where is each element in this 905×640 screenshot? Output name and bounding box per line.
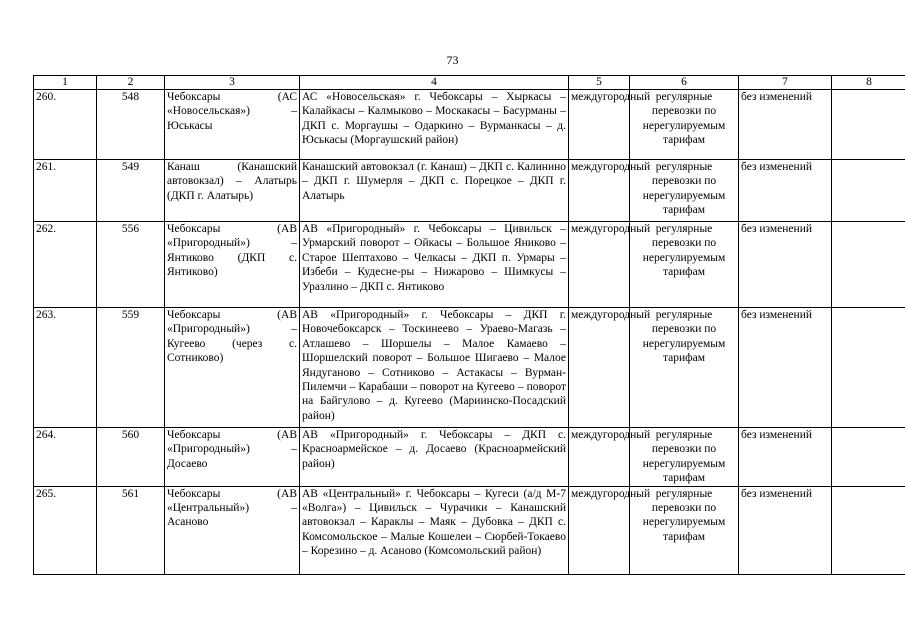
cell-transport-kind: регулярные перевозки по нерегулируемым тарифам <box>630 308 739 428</box>
header-col-3: 3 <box>165 76 300 90</box>
cell-status: без изменений <box>739 222 832 308</box>
cell-route-path: АВ «Пригородный» г. Чебоксары – Цивильск – Урмарский поворот – Ойкасы – Большое Яниково – Старое Шептахово – Челкасы – ДКП п. Урмары – Избеби – Кудесне-ры – Нижарово – Шимкусы – Уразлино – ДКП с. Янтиково <box>300 222 569 308</box>
cell-transport-kind: регулярные перевозки по нерегулируемым тарифам <box>630 160 739 222</box>
cell-row-number: 261. <box>34 160 97 222</box>
cell-notes <box>832 308 905 428</box>
table-row <box>34 428 905 487</box>
cell-route-type: междугородный <box>569 308 630 428</box>
cell-route-path: АВ «Пригородный» г. Чебоксары – ДКП г. Новочебоксарск – Тоскинеево – Ураево-Магазь – Атлашево – Шоршелы – Малое Камаево – Шоршелский поворот – Большое Шигаево – Малое Яндуганово – Сотниково – Астакасы – Вурман-Пилемчи – Карабаши – поворот на Кугеево – поворот на Байгулово – д. Кугеево (Мариинско-Посадский район) <box>300 308 569 428</box>
cell-route-name: Чебоксары (АВ «Центральный») – Асаново <box>165 486 300 574</box>
header-col-1: 1 <box>34 76 97 90</box>
cell-transport-kind: регулярные перевозки по нерегулируемым тарифам <box>630 486 739 574</box>
cell-transport-kind: регулярные перевозки по нерегулируемым тарифам <box>630 428 739 487</box>
table-row <box>34 160 905 222</box>
cell-notes <box>832 486 905 574</box>
cell-route-name: Чебоксары (АВ «Пригородный») – Кугеево (через с. Сотниково) <box>165 308 300 428</box>
cell-transport-kind: регулярные перевозки по нерегулируемым тарифам <box>630 90 739 160</box>
table-row <box>34 90 905 160</box>
cell-route-type: междугородный <box>569 90 630 160</box>
header-col-6: 6 <box>630 76 739 90</box>
cell-notes <box>832 428 905 487</box>
cell-route-type: междугородный <box>569 486 630 574</box>
cell-notes <box>832 90 905 160</box>
cell-registration-number: 560 <box>97 428 165 487</box>
cell-route-path: АВ «Центральный» г. Чебоксары – Кугеси (а/д М-7 «Волга») – Цивильск – Чурачики – Канашский автовокзал – Караклы – Маяк – Дубовка – ДКП с. Комсомольское – Малые Кошелеи – Сюрбей-Токаево – Корезино – д. Асаново (Комсомольский район) <box>300 486 569 574</box>
cell-registration-number: 549 <box>97 160 165 222</box>
cell-route-path: Канашский автовокзал (г. Канаш) – ДКП с. Калинино – ДКП г. Шумерля – ДКП с. Порецкое – ДКП г. Алатырь <box>300 160 569 222</box>
cell-registration-number: 561 <box>97 486 165 574</box>
cell-route-name: Чебоксары (АВ «Пригородный») – Досаево <box>165 428 300 487</box>
cell-transport-kind: регулярные перевозки по нерегулируемым тарифам <box>630 222 739 308</box>
cell-registration-number: 556 <box>97 222 165 308</box>
header-col-2: 2 <box>97 76 165 90</box>
cell-registration-number: 548 <box>97 90 165 160</box>
cell-status: без изменений <box>739 428 832 487</box>
cell-row-number: 263. <box>34 308 97 428</box>
header-col-4: 4 <box>300 76 569 90</box>
cell-status: без изменений <box>739 486 832 574</box>
cell-route-name: Чебоксары (АС «Новосельская») – Юськасы <box>165 90 300 160</box>
table-row <box>34 486 905 574</box>
cell-registration-number: 559 <box>97 308 165 428</box>
header-col-8: 8 <box>832 76 905 90</box>
cell-route-name: Чебоксары (АВ «Пригородный») – Янтиково (ДКП с. Янтиково) <box>165 222 300 308</box>
cell-route-path: АС «Новосельская» г. Чебоксары – Хыркасы – Калайкасы – Калмыково – Москакасы – Басурманы – ДКП с. Моргаушы – Одаркино – Вурманкасы – д. Юськасы (Моргаушский район) <box>300 90 569 160</box>
cell-route-type: междугородный <box>569 222 630 308</box>
cell-notes <box>832 222 905 308</box>
cell-route-path: АВ «Пригородный» г. Чебоксары – ДКП с. Красноармейское – д. Досаево (Красноармейский район) <box>300 428 569 487</box>
table-row <box>34 308 905 428</box>
cell-status: без изменений <box>739 160 832 222</box>
header-col-5: 5 <box>569 76 630 90</box>
page-number: 73 <box>446 53 459 67</box>
cell-route-name: Канаш (Канашский автовокзал) – Алатырь (ДКП г. Алатырь) <box>165 160 300 222</box>
cell-notes <box>832 160 905 222</box>
cell-route-type: междугородный <box>569 160 630 222</box>
cell-status: без изменений <box>739 90 832 160</box>
cell-route-type: междугородный <box>569 428 630 487</box>
cell-status: без изменений <box>739 308 832 428</box>
table-row <box>34 222 905 308</box>
cell-row-number: 262. <box>34 222 97 308</box>
cell-row-number: 265. <box>34 486 97 574</box>
cell-row-number: 264. <box>34 428 97 487</box>
routes-table <box>33 75 905 575</box>
header-col-7: 7 <box>739 76 832 90</box>
cell-row-number: 260. <box>34 90 97 160</box>
table-header-row <box>34 76 905 90</box>
